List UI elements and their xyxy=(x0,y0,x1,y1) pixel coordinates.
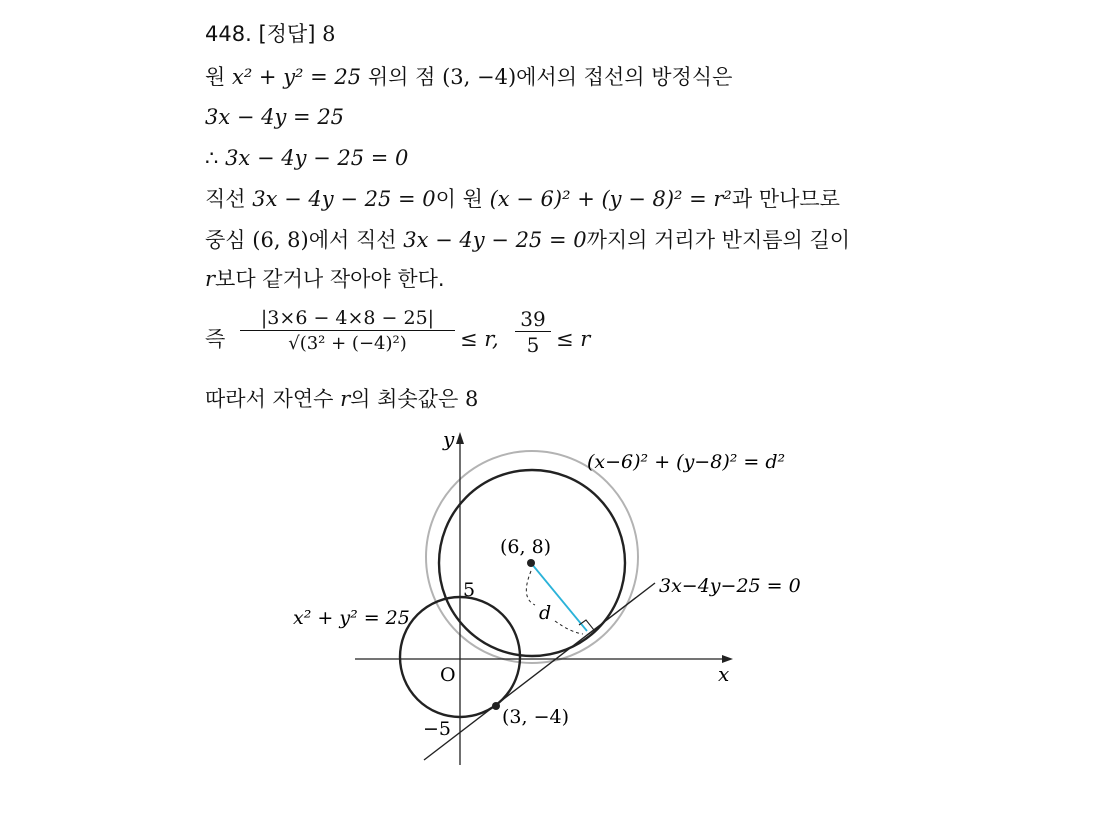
tick-label-5: 5 xyxy=(463,579,476,601)
answer-tag: [정답] xyxy=(258,22,316,46)
problem-header xyxy=(205,21,335,47)
final-answer: 8 xyxy=(464,387,479,411)
result-fraction xyxy=(515,307,551,358)
therefore-symbol: ∴ xyxy=(205,146,219,170)
coordinate-figure xyxy=(270,415,830,770)
text-circle: 원 xyxy=(205,65,226,89)
text-condition: 보다 같거나 작아야 한다. xyxy=(215,267,445,291)
tangent-equation-zero: 3x − 4y − 25 = 0 xyxy=(225,146,409,170)
solution-line-5 xyxy=(205,227,850,253)
d-brace-lower xyxy=(555,621,583,634)
solution-line-6 xyxy=(205,266,445,292)
solution-line-3 xyxy=(205,145,408,171)
distance-label: d xyxy=(539,602,552,624)
var-r: r xyxy=(205,267,216,291)
var-r-2: r xyxy=(340,387,351,411)
tangent-equation: 3x − 4y = 25 xyxy=(205,105,345,129)
tangent-point xyxy=(492,702,500,710)
d-brace-upper xyxy=(526,571,535,605)
tick-label-neg5: −5 xyxy=(423,718,452,740)
fraction-numerator: |3×6 − 4×8 − 25| xyxy=(260,307,435,329)
text-line: 직선 xyxy=(205,187,246,211)
problem-number: 448. xyxy=(205,22,252,46)
text-from: 에서 직선 xyxy=(308,228,397,252)
center-point xyxy=(527,559,535,567)
center-coords: (6, 8) xyxy=(252,228,309,252)
text-and-circle: 이 원 xyxy=(435,187,483,211)
text-distance: 까지의 거리가 반지름의 길이 xyxy=(586,228,851,252)
tangent-point-label: (3, −4) xyxy=(502,706,570,728)
x-axis-label: x xyxy=(718,662,730,686)
answer-value: 8 xyxy=(322,22,336,46)
small-circle-label: x² + y² = 25 xyxy=(293,607,410,629)
circle-equation: (x − 6)² + (y − 8)² = r² xyxy=(489,187,732,211)
solution-line-1 xyxy=(205,64,732,90)
fraction-denominator: √(3² + (−4)²) xyxy=(240,330,455,357)
text-namely: 즉 xyxy=(205,327,226,351)
text-tangent: 에서의 접선의 방정식은 xyxy=(516,65,733,89)
text-center: 중심 xyxy=(205,228,246,252)
solution-line-8 xyxy=(205,386,478,412)
origin-label: O xyxy=(440,664,456,686)
relation-1: ≤ r, xyxy=(460,327,499,351)
solution-line-2 xyxy=(205,104,344,130)
center-label: (6, 8) xyxy=(500,536,552,558)
text-minimum: 의 최솟값은 xyxy=(350,387,459,411)
text-meets: 과 만나므로 xyxy=(731,187,840,211)
tangent-line-label: 3x−4y−25 = 0 xyxy=(659,575,801,597)
text-natural-number: 따라서 자연수 xyxy=(205,387,334,411)
y-axis-label: y xyxy=(443,427,455,451)
solution-line-4 xyxy=(205,186,840,212)
big-circle-label: (x−6)² + (y−8)² = d² xyxy=(587,451,786,473)
result-denominator: 5 xyxy=(515,331,551,358)
text-on-point: 위의 점 xyxy=(367,65,436,89)
line-equation-2: 3x − 4y − 25 = 0 xyxy=(403,228,587,252)
point-coords: (3, −4) xyxy=(442,65,517,89)
equation-circle: x² + y² = 25 xyxy=(231,65,362,89)
line-equation: 3x − 4y − 25 = 0 xyxy=(252,187,436,211)
relation-2: ≤ r xyxy=(556,327,591,351)
y-axis-arrow xyxy=(456,432,464,444)
distance-fraction xyxy=(240,306,455,357)
result-numerator: 39 xyxy=(520,307,546,331)
